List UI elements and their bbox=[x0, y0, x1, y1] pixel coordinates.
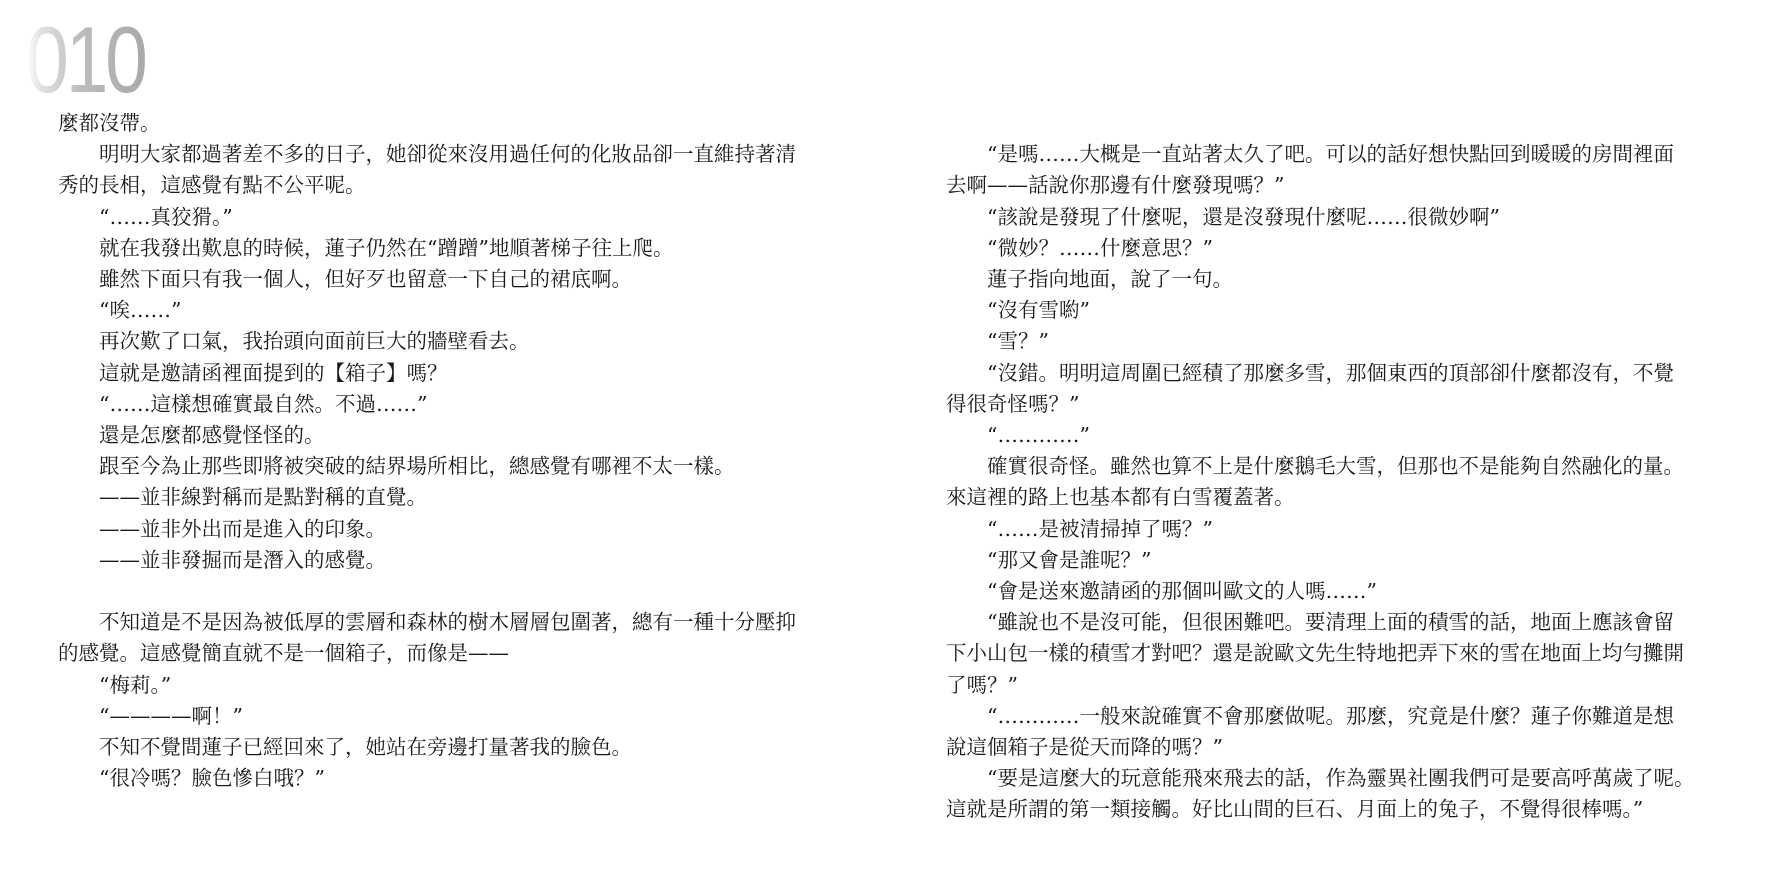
left-page-text-line: 不知不覺間蓮子已經回來了，她站在旁邊打量著我的臉色。 bbox=[99, 735, 632, 760]
left-page-text-line: 麼都沒帶。 bbox=[58, 111, 161, 135]
left-page-text-line: “很冷嗎？臉色慘白哦？” bbox=[99, 766, 325, 791]
page-number: 010 bbox=[26, 7, 145, 112]
right-page-text-line: “微妙？……什麼意思？” bbox=[987, 235, 1213, 260]
right-page-text-line: “會是送來邀請函的那個叫歐文的人嗎……” bbox=[987, 579, 1377, 604]
right-page-text-line: 蓮子指向地面，說了一句。 bbox=[987, 267, 1233, 291]
left-page-text-line bbox=[58, 576, 848, 607]
left-page-text-line: 還是怎麼都感覺怪怪的。 bbox=[99, 423, 325, 448]
right-page-text-line: “沒有雪喲” bbox=[987, 298, 1090, 323]
right-page-text-line: “雪？” bbox=[987, 329, 1049, 354]
right-page-text-line: “是嗎……大概是一直站著太久了吧。可以的話好想快點回到暖暖的房間裡面 bbox=[987, 142, 1674, 167]
right-page-text-line: “要是這麼大的玩意能飛來飛去的話，作為靈異社團我們可是要高呼萬歲了呢。 bbox=[987, 766, 1695, 791]
right-page-text-line: 說這個箱子是從天而降的嗎？” bbox=[946, 735, 1223, 760]
left-page-text-line: 這就是邀請函裡面提到的【箱子】嗎？ bbox=[99, 360, 448, 385]
right-page-text-line: “沒錯。明明這周圍已經積了那麼多雪，那個東西的頂部卻什麼都沒有，不覺 bbox=[987, 360, 1674, 385]
left-page-text-line: “————啊！” bbox=[99, 703, 243, 728]
left-page-text-line: “……真狡猾。” bbox=[99, 204, 233, 229]
right-page-text-line: 確實很奇怪。雖然也算不上是什麼鵝毛大雪，但那也不是能夠自然融化的量。 bbox=[987, 454, 1684, 479]
left-page-text bbox=[58, 108, 848, 794]
left-page-text-line: 跟至今為止那些即將被突破的結界場所相比，總感覺有哪裡不太一樣。 bbox=[99, 454, 735, 479]
right-page-text-line: “雖說也不是沒可能，但很困難吧。要清理上面的積雪的話，地面上應該會留 bbox=[987, 610, 1674, 635]
left-page-text-line: “……這樣想確實最自然。不過……” bbox=[99, 391, 428, 416]
left-page-text-line: 的感覺。這感覺簡直就不是一個箱子，而像是—— bbox=[58, 641, 509, 666]
left-page-text-line: ——並非外出而是進入的印象。 bbox=[99, 516, 386, 541]
right-page-text-line: 得很奇怪嗎？” bbox=[946, 391, 1080, 416]
left-page-text-line: ——並非發掘而是潛入的感覺。 bbox=[99, 547, 386, 572]
left-page-text-line: 再次歎了口氣，我抬頭向面前巨大的牆壁看去。 bbox=[99, 329, 530, 354]
right-page-text bbox=[946, 108, 1732, 826]
right-page-text-line: 這就是所謂的第一類接觸。好比山間的巨石、月面上的兔子，不覺得很棒嗎。” bbox=[946, 797, 1644, 822]
left-page-text-line: ——並非線對稱而是點對稱的直覺。 bbox=[99, 485, 427, 510]
right-page-text-line: “…………” bbox=[987, 423, 1090, 448]
right-page-text-line: “那又會是誰呢？” bbox=[987, 547, 1152, 572]
right-page-text-line: 來這裡的路上也基本都有白雪覆蓋著。 bbox=[946, 485, 1295, 510]
left-page-text-line: 不知道是不是因為被低厚的雲層和森林的樹木層層包圍著，總有一種十分壓抑 bbox=[99, 610, 796, 635]
right-page-text-line: 下小山包一樣的積雪才對吧？還是說歐文先生特地把弄下來的雪在地面上均勻攤開 bbox=[946, 641, 1684, 666]
left-page-text-line: “唉……” bbox=[99, 298, 182, 323]
left-page-text-line: 雖然下面只有我一個人，但好歹也留意一下自己的裙底啊。 bbox=[99, 267, 632, 292]
right-page-text-line: “該說是發現了什麼呢，還是沒發現什麼呢……很微妙啊” bbox=[987, 204, 1500, 229]
right-page-text-line bbox=[946, 108, 1732, 139]
left-page-text-line: 秀的長相，這感覺有點不公平呢。 bbox=[58, 173, 366, 198]
left-page-text-line: 就在我發出歎息的時候，蓮子仍然在“蹭蹭”地順著梯子往上爬。 bbox=[99, 235, 674, 260]
left-page-text-line: “梅莉。” bbox=[99, 672, 172, 697]
right-page-text-line: 了嗎？” bbox=[946, 672, 1018, 697]
right-page-text-line: “……是被清掃掉了嗎？” bbox=[987, 516, 1213, 541]
right-page-text-line: “…………一般來說確實不會那麼做呢。那麼，究竟是什麼？蓮子你難道是想 bbox=[987, 703, 1674, 728]
right-page-text-line: 去啊——話說你那邊有什麼發現嗎？” bbox=[946, 173, 1285, 198]
left-page-text-line: 明明大家都過著差不多的日子，她卻從來沒用過任何的化妝品卻一直維持著清 bbox=[99, 142, 796, 167]
